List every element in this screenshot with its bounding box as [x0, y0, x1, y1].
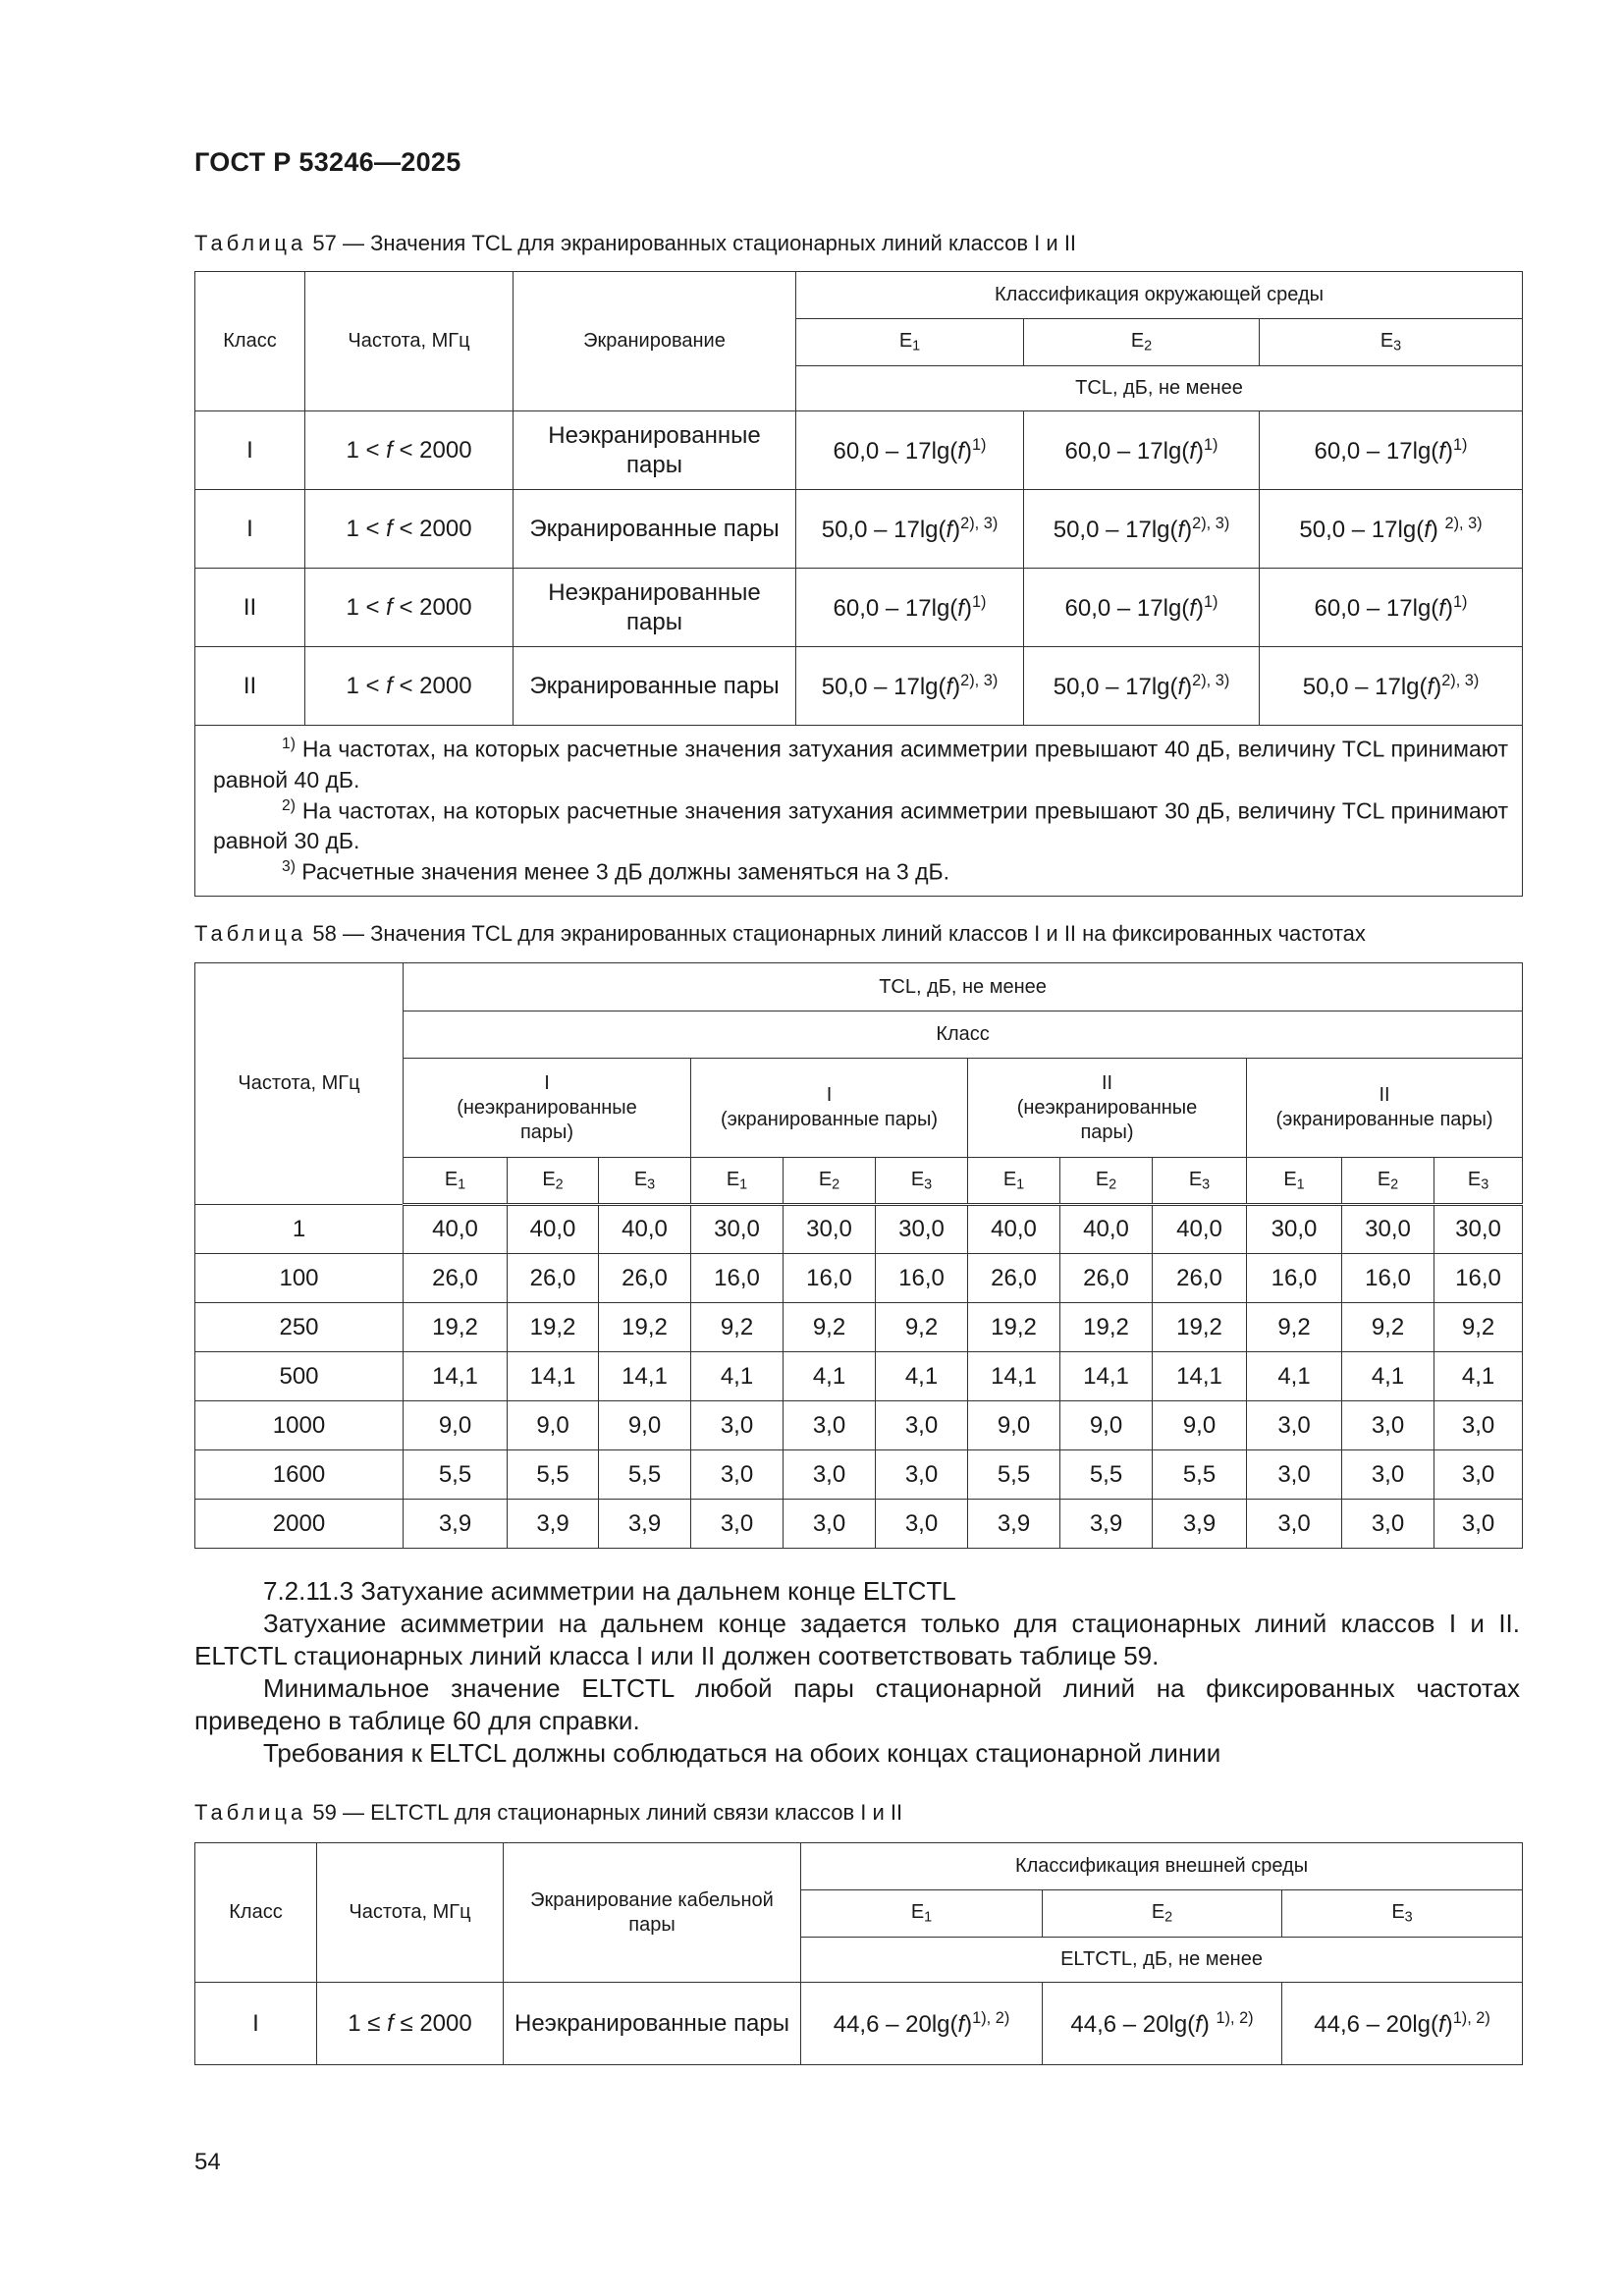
value-cell: 9,2 — [1342, 1303, 1434, 1352]
caption-text: 58 — Значения TCL для экранированных стационарных линий классов I и II на фиксированных частотах — [306, 921, 1366, 946]
env-e2: $E_2$ — [508, 1158, 599, 1205]
table-59 — [194, 1842, 1523, 2065]
value-cell: 3,9 — [1153, 1500, 1247, 1549]
header-class: Класс — [404, 1011, 1523, 1059]
value-cell: 3,0 — [1434, 1450, 1523, 1500]
frequency-cell: 500 — [195, 1352, 404, 1401]
value-cell: 3,9 — [508, 1500, 599, 1549]
header-frequency: Частота, МГц — [195, 963, 404, 1205]
value-cell: 19,2 — [508, 1303, 599, 1352]
value-cell: 5,5 — [404, 1450, 508, 1500]
value-cell: 30,0 — [876, 1205, 968, 1254]
table-row — [195, 411, 1523, 490]
value-cell: 3,0 — [784, 1401, 876, 1450]
value-cell: 30,0 — [1247, 1205, 1342, 1254]
frequency-cell: 1600 — [195, 1450, 404, 1500]
value-cell: 3,9 — [404, 1500, 508, 1549]
env-e2: $E_2$ — [1342, 1158, 1434, 1205]
table-row — [195, 647, 1523, 726]
value-cell: $50,0 - 17\lg(f)^{2), 3)}$ — [796, 647, 1024, 726]
header-environment: Классификация внешней среды — [801, 1843, 1523, 1890]
value-cell: 14,1 — [1153, 1352, 1247, 1401]
value-cell: 9,2 — [1247, 1303, 1342, 1352]
value-cell: 40,0 — [599, 1205, 691, 1254]
frequency-cell: 1 < f < 2000 — [305, 569, 514, 647]
value-cell: 26,0 — [508, 1254, 599, 1303]
header-frequency: Частота, МГц — [305, 272, 514, 411]
env-e3: $E_3$ — [1153, 1158, 1247, 1205]
shielding-cell: Неэкранированные пары — [514, 569, 796, 647]
value-cell: 16,0 — [784, 1254, 876, 1303]
table-57 — [194, 271, 1523, 897]
header-class: Класс — [195, 1843, 317, 1983]
table-58-caption — [194, 921, 1366, 947]
header-class: Класс — [195, 272, 305, 411]
header-tcl: TCL, дБ, не менее — [796, 366, 1523, 411]
value-cell: 5,5 — [599, 1450, 691, 1500]
section-heading: 7.2.11.3 Затухание асимметрии на дальнем конце ELTCTL — [263, 1576, 956, 1606]
value-cell: 19,2 — [1153, 1303, 1247, 1352]
value-cell: 9,0 — [599, 1401, 691, 1450]
value-cell: 9,0 — [508, 1401, 599, 1450]
shielding-cell: Неэкранированные пары — [514, 411, 796, 490]
value-cell: $44,6 - 20\lg(f)^{1), 2)}$ — [1282, 1983, 1523, 2065]
value-cell: 9,2 — [1434, 1303, 1523, 1352]
group-header: I (экранированные пары) — [691, 1059, 968, 1158]
value-cell: 16,0 — [876, 1254, 968, 1303]
section-text — [194, 1575, 1520, 1770]
shielding-cell: Неэкранированные пары — [504, 1983, 801, 2065]
value-cell: 16,0 — [1434, 1254, 1523, 1303]
table-row — [195, 1303, 1523, 1352]
table-row — [195, 1205, 1523, 1254]
header-shielding: Экранирование — [514, 272, 796, 411]
value-cell: 14,1 — [968, 1352, 1060, 1401]
value-cell: $44,6 - 20\lg(f)^{1), 2)}$ — [801, 1983, 1043, 2065]
header-tcl: TCL, дБ, не менее — [404, 963, 1523, 1011]
value-cell: 26,0 — [1060, 1254, 1153, 1303]
table-58-body — [195, 1205, 1523, 1549]
value-cell: $50,0 - 17\lg(f)^{2), 3)}$ — [1024, 490, 1260, 569]
value-cell: 9,2 — [784, 1303, 876, 1352]
value-cell: $50,0 - 17\lg(f)^{2), 3)}$ — [1024, 647, 1260, 726]
value-cell: 5,5 — [508, 1450, 599, 1500]
caption-prefix: Таблица — [194, 921, 307, 946]
value-cell: 30,0 — [691, 1205, 784, 1254]
value-cell: $60,0 - 17\lg(f)^{1)}$ — [796, 411, 1024, 490]
group-header: II (экранированные пары) — [1247, 1059, 1523, 1158]
paragraph: Затухание асимметрии на дальнем конце задается только для стационарных линий классов I и II. ELTCTL стационарных линий класса I или II должен соответствовать таблице 59. — [194, 1609, 1520, 1670]
value-cell: 50,0 – 17lg(f) $^{2), 3)}$ — [1260, 490, 1523, 569]
value-cell: 30,0 — [1342, 1205, 1434, 1254]
value-cell: 5,5 — [1060, 1450, 1153, 1500]
value-cell: 3,0 — [876, 1450, 968, 1500]
value-cell: $50,0 - 17\lg(f)^{2), 3)}$ — [1260, 647, 1523, 726]
class-cell: II — [195, 647, 305, 726]
value-cell: $60,0 - 17\lg(f)^{1)}$ — [796, 569, 1024, 647]
frequency-cell: 100 — [195, 1254, 404, 1303]
env-e1: $E_1$ — [404, 1158, 508, 1205]
value-cell: $50,0 - 17\lg(f)^{2), 3)}$ — [796, 490, 1024, 569]
table-row — [195, 1401, 1523, 1450]
value-cell: 40,0 — [508, 1205, 599, 1254]
env-e3: $E_3$ — [1434, 1158, 1523, 1205]
footnote-1: $^{1)}$ На частотах, на которых расчетные значения затухания асимметрии превышают 40 дБ, величину TCL принимают равной 40 дБ. — [213, 736, 1509, 793]
value-cell: 14,1 — [1060, 1352, 1153, 1401]
group-header: II (неэкранированные пары) — [968, 1059, 1247, 1158]
caption-text: 57 — Значения TCL для экранированных стационарных линий классов I и II — [306, 231, 1077, 255]
table-59-caption — [194, 1800, 902, 1826]
value-cell: $60,0 - 17\lg(f)^{1)}$ — [1260, 411, 1523, 490]
document-header: ГОСТ Р 53246—2025 — [194, 147, 461, 177]
value-cell: 4,1 — [876, 1352, 968, 1401]
caption-text: 59 — ELTCTL для стационарных линий связи классов I и II — [306, 1800, 903, 1825]
frequency-cell: 1 — [195, 1205, 404, 1254]
env-e1: $E_1$ — [796, 319, 1024, 366]
value-cell: 3,0 — [1434, 1500, 1523, 1549]
class-cell: I — [195, 1983, 317, 2065]
value-cell: 14,1 — [404, 1352, 508, 1401]
frequency-cell: 1 ≤ f ≤ 2000 — [317, 1983, 504, 2065]
value-cell: 3,0 — [691, 1450, 784, 1500]
value-cell: 14,1 — [599, 1352, 691, 1401]
header-frequency: Частота, МГц — [317, 1843, 504, 1983]
class-cell: II — [195, 569, 305, 647]
value-cell: 5,5 — [1153, 1450, 1247, 1500]
frequency-cell: 1 < f < 2000 — [305, 490, 514, 569]
table-row — [195, 1254, 1523, 1303]
frequency-cell: 1 < f < 2000 — [305, 411, 514, 490]
env-e3: $E_3$ — [876, 1158, 968, 1205]
header-eltctl: ELTCTL, дБ, не менее — [801, 1938, 1523, 1983]
value-cell: 3,0 — [876, 1401, 968, 1450]
value-cell: 19,2 — [599, 1303, 691, 1352]
frequency-cell: 2000 — [195, 1500, 404, 1549]
env-e1: $E_1$ — [968, 1158, 1060, 1205]
env-e2: $E_2$ — [1060, 1158, 1153, 1205]
env-e3: $E_3$ — [1282, 1890, 1523, 1938]
value-cell: 14,1 — [508, 1352, 599, 1401]
header-shielding: Экранирование кабельной пары — [504, 1843, 801, 1983]
value-cell: 26,0 — [404, 1254, 508, 1303]
value-cell: 16,0 — [1247, 1254, 1342, 1303]
value-cell: 9,0 — [968, 1401, 1060, 1450]
footnote-3: $^{3)}$ Расчетные значения менее 3 дБ должны заменяться на 3 дБ. — [282, 858, 949, 885]
value-cell: 3,9 — [1060, 1500, 1153, 1549]
value-cell: 3,0 — [784, 1450, 876, 1500]
env-e1: $E_1$ — [1247, 1158, 1342, 1205]
shielding-cell: Экранированные пары — [514, 647, 796, 726]
env-e2: $E_2$ — [1024, 319, 1260, 366]
shielding-cell: Экранированные пары — [514, 490, 796, 569]
table-row — [195, 1352, 1523, 1401]
frequency-cell: 250 — [195, 1303, 404, 1352]
value-cell: 9,2 — [691, 1303, 784, 1352]
value-cell: 19,2 — [968, 1303, 1060, 1352]
value-cell: $60,0 - 17\lg(f)^{1)}$ — [1024, 411, 1260, 490]
table-row — [195, 1500, 1523, 1549]
env-e1: $E_1$ — [691, 1158, 784, 1205]
value-cell: 19,2 — [1060, 1303, 1153, 1352]
value-cell: 9,0 — [1153, 1401, 1247, 1450]
value-cell: 3,0 — [1247, 1450, 1342, 1500]
value-cell: 30,0 — [1434, 1205, 1523, 1254]
table-row — [195, 1450, 1523, 1500]
value-cell: 19,2 — [404, 1303, 508, 1352]
caption-prefix: Таблица — [194, 231, 307, 255]
class-cell: I — [195, 411, 305, 490]
env-e2: $E_2$ — [784, 1158, 876, 1205]
value-cell: 16,0 — [691, 1254, 784, 1303]
value-cell: 4,1 — [691, 1352, 784, 1401]
value-cell: 44,6 – 20lg(f) $^{1), 2)}$ — [1043, 1983, 1282, 2065]
table-row — [195, 490, 1523, 569]
value-cell: 3,0 — [1434, 1401, 1523, 1450]
value-cell: 26,0 — [968, 1254, 1060, 1303]
value-cell: 3,9 — [968, 1500, 1060, 1549]
value-cell: 26,0 — [1153, 1254, 1247, 1303]
class-cell: I — [195, 490, 305, 569]
frequency-cell: 1 < f < 2000 — [305, 647, 514, 726]
value-cell: 3,0 — [691, 1500, 784, 1549]
value-cell: 3,0 — [1342, 1450, 1434, 1500]
value-cell: 40,0 — [1153, 1205, 1247, 1254]
page-number: 54 — [194, 2149, 221, 2175]
value-cell: 9,2 — [876, 1303, 968, 1352]
value-cell: 9,0 — [1060, 1401, 1153, 1450]
table-row — [195, 569, 1523, 647]
value-cell: 4,1 — [1434, 1352, 1523, 1401]
value-cell: 4,1 — [1247, 1352, 1342, 1401]
value-cell: 40,0 — [404, 1205, 508, 1254]
header-environment: Классификация окружающей среды — [796, 272, 1523, 319]
value-cell: 26,0 — [599, 1254, 691, 1303]
table-57-caption — [194, 231, 1076, 256]
frequency-cell: 1000 — [195, 1401, 404, 1450]
value-cell: 4,1 — [1342, 1352, 1434, 1401]
value-cell: 3,9 — [599, 1500, 691, 1549]
env-e3: $E_3$ — [599, 1158, 691, 1205]
caption-prefix: Таблица — [194, 1800, 307, 1825]
value-cell: 40,0 — [968, 1205, 1060, 1254]
value-cell: 3,0 — [1247, 1401, 1342, 1450]
value-cell: 3,0 — [1247, 1500, 1342, 1549]
table-footnotes — [195, 726, 1523, 897]
env-e3: $E_3$ — [1260, 319, 1523, 366]
value-cell: 3,0 — [876, 1500, 968, 1549]
table-58 — [194, 962, 1523, 1549]
footnote-2: $^{2)}$ На частотах, на которых расчетные значения затухания асимметрии превышают 30 дБ, величину TCL принимают равной 30 дБ. — [213, 796, 1509, 854]
value-cell: 3,0 — [1342, 1500, 1434, 1549]
paragraph: Требования к ELTCL должны соблюдаться на обоих концах стационарной линии — [263, 1738, 1221, 1768]
value-cell: 5,5 — [968, 1450, 1060, 1500]
paragraph: Минимальное значение ELTCTL любой пары стационарной линий на фиксированных частотах приведено в таблице 60 для справки. — [194, 1673, 1520, 1735]
value-cell: 9,0 — [404, 1401, 508, 1450]
value-cell: 30,0 — [784, 1205, 876, 1254]
value-cell: 3,0 — [691, 1401, 784, 1450]
env-e1: $E_1$ — [801, 1890, 1043, 1938]
group-header: I (неэкранированные пары) — [404, 1059, 691, 1158]
value-cell: $60,0 - 17\lg(f)^{1)}$ — [1260, 569, 1523, 647]
table-row — [195, 1983, 1523, 2065]
value-cell: 3,0 — [784, 1500, 876, 1549]
env-e2: $E_2$ — [1043, 1890, 1282, 1938]
value-cell: 16,0 — [1342, 1254, 1434, 1303]
value-cell: 3,0 — [1342, 1401, 1434, 1450]
value-cell: 40,0 — [1060, 1205, 1153, 1254]
value-cell: $60,0 - 17\lg(f)^{1)}$ — [1024, 569, 1260, 647]
value-cell: 4,1 — [784, 1352, 876, 1401]
